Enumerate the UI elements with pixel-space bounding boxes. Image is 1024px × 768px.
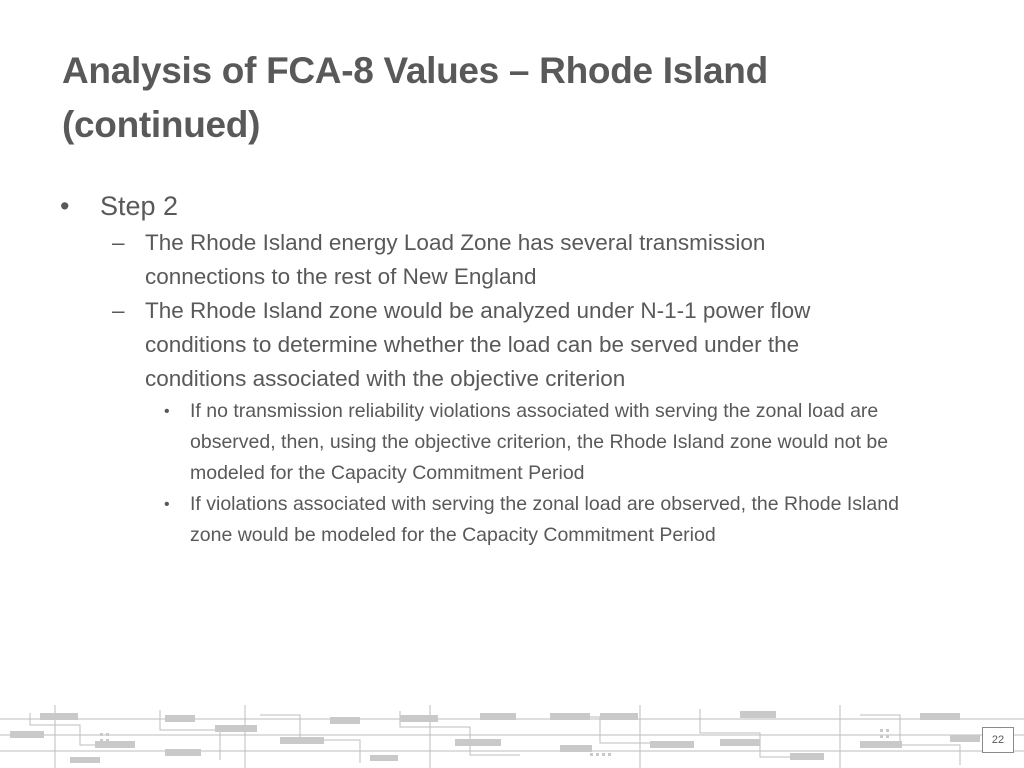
page-number: 22 bbox=[982, 727, 1014, 753]
slide-title: Analysis of FCA-8 Values – Rhode Island (continued) bbox=[62, 50, 768, 145]
circuit-traces-icon bbox=[0, 705, 1024, 768]
bullet-text: The Rhode Island energy Load Zone has several transmission connections to the rest of New England bbox=[145, 230, 766, 289]
bullet-level3 bbox=[60, 396, 940, 489]
bullet-level2 bbox=[60, 294, 865, 396]
bullet-dot-icon: • bbox=[60, 191, 70, 221]
bullet-dot-icon: • bbox=[164, 496, 170, 513]
bullet-dot-icon: • bbox=[164, 403, 170, 420]
bullet-text: Step 2 bbox=[100, 191, 179, 221]
dash-bullet-icon: – bbox=[112, 230, 125, 255]
bullet-level3 bbox=[60, 489, 940, 551]
bullet-text: If violations associated with serving the zonal load are observed, the Rhode Island zone would be modeled for the Capacity Commitment Period bbox=[190, 493, 899, 546]
bullet-text: The Rhode Island zone would be analyzed under N-1-1 power flow conditions to determine whether the load can be served under the conditions associated with the objective criterion bbox=[145, 298, 811, 391]
bullet-text: If no transmission reliability violations associated with serving the zonal load are observed, then, using the objective criterion, the Rhode Island zone would not be modeled for the Capacity Commitment Period bbox=[190, 400, 889, 484]
bullet-level1 bbox=[60, 188, 960, 224]
dash-bullet-icon: – bbox=[112, 298, 125, 323]
bullet-level2 bbox=[60, 226, 865, 294]
slide-body bbox=[60, 188, 960, 551]
